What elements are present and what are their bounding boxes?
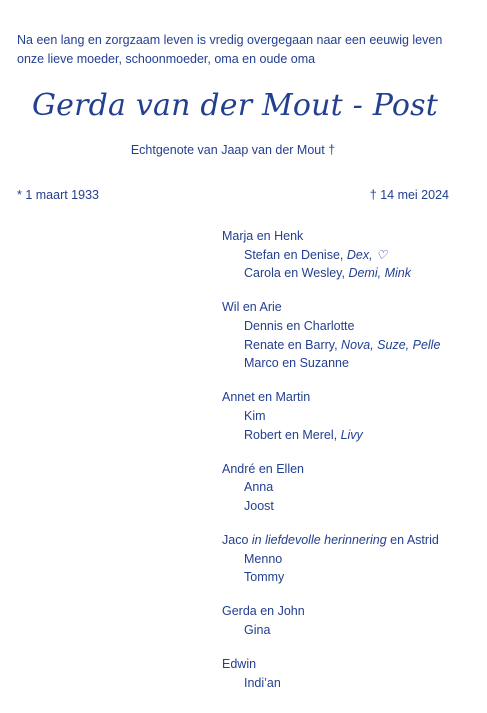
family-group xyxy=(222,531,440,587)
family-group xyxy=(222,388,440,444)
intro-text xyxy=(17,31,467,69)
family-group xyxy=(222,298,440,372)
family-parents: Wil en Arie xyxy=(222,300,282,315)
intro-line-1: Na een lang en zorgzaam leven is vredig overgegaan naar een eeuwig leven xyxy=(17,33,443,47)
grandchild-line: Renate en Barry, Nova, Suze, Pelle xyxy=(244,337,441,352)
family-parents: André en Ellen xyxy=(222,461,305,476)
deceased-name: Gerda van der Mout - Post xyxy=(31,88,439,123)
grandchild-line: Kim xyxy=(244,408,266,423)
family-group xyxy=(222,602,440,639)
grandchild-line: Indi’an xyxy=(244,675,281,690)
family-parents: Annet en Martin xyxy=(222,390,311,405)
grandchild-line: Robert en Merel, Livy xyxy=(244,427,363,442)
family-parents: Edwin xyxy=(222,657,257,672)
grandchild-line: Menno xyxy=(244,551,283,566)
birth-date: * 1 maart 1933 xyxy=(17,188,99,202)
family-parents: Marja en Henk xyxy=(222,229,304,243)
family-group xyxy=(222,655,440,692)
death-date: † 14 mei 2024 xyxy=(369,188,449,202)
spouse-line: Echtgenote van Jaap van der Mout † xyxy=(130,143,336,157)
family-parents: Jaco in liefdevolle herinnering en Astrid xyxy=(222,533,439,548)
family-list xyxy=(222,227,440,708)
family-parents: Gerda en John xyxy=(222,604,305,619)
grandchild-line: Anna xyxy=(244,480,274,495)
family-group xyxy=(222,460,440,516)
grandchild-line: Dennis en Charlotte xyxy=(244,318,355,333)
grandchild-line: Carola en Wesley, Demi, Mink xyxy=(244,266,411,281)
grandchild-line: Tommy xyxy=(244,570,285,585)
family-group xyxy=(222,227,440,283)
grandchild-line: Joost xyxy=(244,498,274,513)
grandchild-line: Gina xyxy=(244,623,271,638)
grandchild-line: Stefan en Denise, Dex, ♡ xyxy=(244,247,388,262)
intro-line-2: onze lieve moeder, schoonmoeder, oma en oude oma xyxy=(17,52,316,66)
grandchild-line: Marco en Suzanne xyxy=(244,356,349,371)
